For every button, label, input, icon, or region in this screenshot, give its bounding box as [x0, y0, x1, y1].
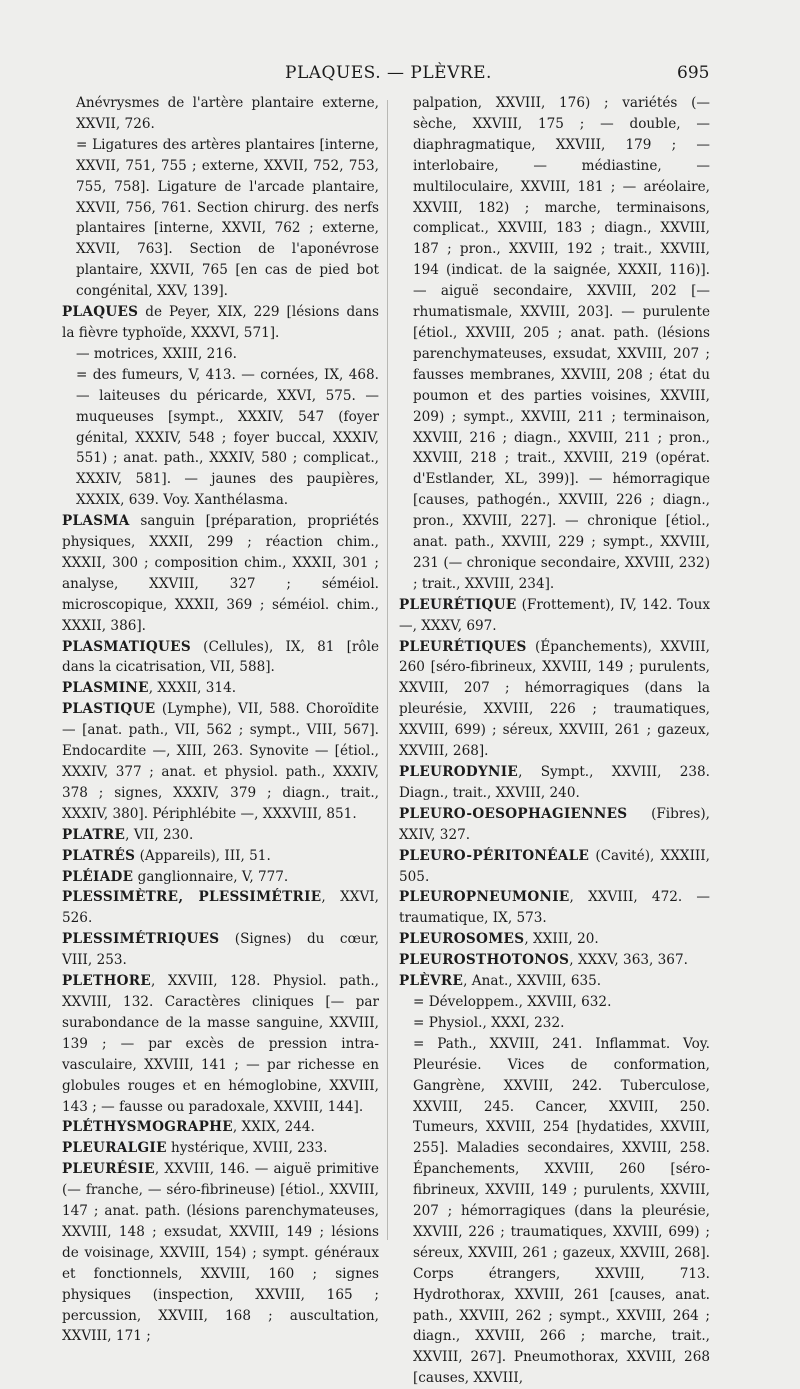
- entry-text: , XXVI, 526.: [62, 889, 379, 927]
- entry-heading: PLASMA: [62, 513, 130, 530]
- entry-heading: PLÈVRE: [399, 973, 464, 990]
- entry-text: = Path., XXVIII, 241. Inflammat. Voy. Pleurésie. Vices de conformation, Gangrène, XXVIII, 242. Tuberculose, XXVIII, 245. Cancer, XXVIII, 250. Tumeurs, XXVIII, 254 [hydatides, XXVIII, 255]. Maladies secondaires, XXVIII, 258. Épanchements, XXVIII, 260 [séro-fibrineux, XXVIII, 149 ; purulents, XXVIII, 207 ; hémorragiques (dans la pleurésie, XXVIII, 226 ; traumatiques, XXVIII, 699) ; séreux, XXVIII, 261 ; gazeux, XXVIII, 268]. Corps étrangers, XXVIII, 713. Hydrothorax, XXVIII, 261 [causes, anat. path., XXVIII, 262 ; sympt., XXVIII, 264 ; diagn., XXVIII, 266 ; marche, trait., XXVIII, 267]. Pneumothorax, XXVIII, 268 [causes, XXVIII,: [413, 1035, 710, 1387]
- index-entry: [62, 511, 379, 636]
- entry-heading: PLEUROSTHOTONOS: [399, 952, 570, 969]
- entry-text: ganglionnaire, V, 777.: [133, 868, 289, 885]
- entry-text: de Peyer, XIX, 229 [lésions dans la fièvre typhoïde, XXXVI, 571].: [62, 304, 379, 341]
- entry-text: , XXIII, 20.: [524, 931, 599, 948]
- index-entry: [62, 929, 379, 971]
- entry-heading: PLASTIQUE: [62, 701, 156, 718]
- entry-heading: PLEURALGIE: [62, 1140, 167, 1157]
- column-divider: [387, 100, 388, 1240]
- index-entry: [399, 992, 710, 1013]
- index-entry: [399, 762, 710, 804]
- entry-heading: PLAQUES: [62, 304, 139, 321]
- entry-text: (Frottement), IV, 142. Toux —, XXXV, 697.: [399, 596, 710, 634]
- entry-text: , XXXV, 363, 367.: [569, 952, 688, 969]
- entry-text: = Physiol., XXXI, 232.: [413, 1014, 565, 1031]
- index-entry: [399, 595, 710, 637]
- index-entry: [62, 699, 379, 824]
- entry-heading: PLEUROSOMES: [399, 931, 525, 948]
- entry-heading: PLEURÉTIQUE: [399, 596, 517, 613]
- entry-heading: PLETHORE: [62, 973, 152, 990]
- page-header: [0, 63, 800, 87]
- entry-heading: PLATRE: [62, 826, 126, 843]
- entry-text: — motrices, XXIII, 216.: [76, 345, 237, 362]
- entry-text: , XXXII, 314.: [148, 680, 237, 697]
- entry-text: , XXIX, 244.: [232, 1119, 315, 1136]
- entry-text: = Ligatures des artères plantaires [interne, XXVII, 751, 755 ; externe, XXVII, 752, 753, 755, 758]. Ligature de l'arcade plantaire, XXVII, 756, 761. Section chirurg. des nerfs plantaires [interne, XXVII, 762 ; externe, XXVII, 763]. Section de l'aponévrose plantaire, XXVII, 765 [en cas de pied bot congénital, XXV, 139].: [76, 136, 379, 300]
- index-entry: [62, 302, 379, 344]
- entry-text: , Sympt., XXVIII, 238. Diagn., trait., XXVIII, 240.: [399, 764, 710, 801]
- entry-text: (Signes) du cœur, VIII, 253.: [62, 931, 379, 969]
- index-entry: [62, 825, 379, 846]
- entry-heading: PLEURÉSIE: [62, 1161, 155, 1178]
- entry-text: palpation, XXVIII, 176) ; variétés (— sèche, XXVIII, 175 ; — double, — diaphragmatique, XXVIII, 179 ; — interlobaire, — médiastine, — multiloculaire, XXVIII, 181 ; — aréolaire, XXVIII, 182) ; marche, terminaisons, complicat., XXVIII, 183 ; diagn., XXVIII, 187 ; pron., XXVIII, 192 ; trait., XXVIII, 194 (indicat. de la saignée, XXXII, 116)]. — aiguë secondaire, XXVIII, 202 [— rhumatismale, XXVIII, 203]. — purulente [étiol., XXVIII, 205 ; anat. path. (lésions parenchymateuses, exsudat, XXVIII, 207 ; fausses membranes, XXVIII, 208 ; état du poumon et des parties voisines, XXVIII, 209) ; sympt., XXVIII, 211 ; terminaison, XXVIII, 216 ; diagn., XXVIII, 211 ; pron., XXVIII, 218 ; trait., XXVIII, 219 (opérat. d'Estlander, XL, 399)]. — hémorragique [causes, pathogén., XXVIII, 226 ; diagn., pron., XXVIII, 227]. — chronique [étiol., anat. path., XXVIII, 229 ; sympt., XXVIII, 231 (— chronique secondaire, XXVIII, 232) ; trait., XXVIII, 234].: [413, 95, 710, 592]
- entry-heading: PLASMINE: [62, 680, 149, 697]
- index-entry: [62, 365, 379, 511]
- entry-heading: PLEURÉTIQUES: [399, 638, 527, 655]
- index-entry: [62, 678, 379, 699]
- entry-text: (Fibres), XXIV, 327.: [399, 805, 710, 843]
- index-entry: [399, 929, 710, 950]
- entry-text: Anévrysmes de l'artère plantaire externe, XXVII, 726.: [76, 95, 379, 132]
- entry-heading: PLEUROPNEUMONIE: [399, 889, 570, 906]
- entry-text: = des fumeurs, V, 413. — cornées, IX, 468. — laiteuses du péricarde, XXVI, 575. — muqueuses [sympt., XXXIV, 547 (foyer génital, XXXIV, 548 ; foyer buccal, XXXIV, 551) ; anat. path., XXXIV, 580 ; complicat., XXXIV, 581]. — jaunes des paupières, XXXIX, 639. Voy. Xanthélasma.: [76, 366, 379, 509]
- index-entry: [62, 971, 379, 1117]
- index-entry: [399, 93, 710, 595]
- index-entry: [399, 846, 710, 888]
- entry-text: (Épanchements), XXVIII, 260 [séro-fibrineux, XXVIII, 149 ; purulents, XXVIII, 207 ; hémorragiques (dans la pleurésie, XXVIII, 226 ; traumatiques, XXVIII, 699) ; séreux, XXVIII, 261 ; gazeux, XXVIII, 268].: [399, 638, 710, 760]
- entry-text: , XXVIII, 128. Physiol. path., XXVIII, 132. Caractères cliniques [— par surabondance de la masse sanguine, XXVIII, 139 ; — par excès de pression intra-vasculaire, XXVIII, 141 ; — par richesse en globules rouges et en hémoglobine, XXVIII, 143 ; — fausse ou paradoxale, XXVIII, 144].: [62, 973, 379, 1115]
- index-entry: [399, 971, 710, 992]
- index-entry: [62, 637, 379, 679]
- index-entry: [399, 637, 710, 762]
- index-entry: [62, 887, 379, 929]
- entry-heading: PLESSIMÉTRIQUES: [62, 931, 220, 948]
- index-entry: [399, 1013, 710, 1034]
- index-entry: [62, 344, 379, 365]
- entry-text: sanguin [préparation, propriétés physiques, XXXII, 299 ; réaction chim., XXXII, 300 ; composition chim., XXXII, 301 ; analyse, XXVIII, 327 ; séméiol. microscopique, XXXII, 369 ; séméiol. chim., XXXII, 386].: [62, 513, 379, 634]
- entry-heading: PLEURODYNIE: [399, 764, 519, 780]
- left-column: [62, 93, 379, 1347]
- entry-heading: PLATRÉS: [62, 847, 136, 864]
- entry-heading: PLEURO-PÉRITONÉALE: [399, 847, 590, 864]
- index-entry: [399, 1034, 710, 1389]
- index-entry: [399, 887, 710, 929]
- index-entry: [62, 867, 379, 888]
- entry-text: , Anat., XXVIII, 635.: [463, 973, 602, 990]
- index-entry: [62, 1138, 379, 1159]
- index-entry: [62, 1159, 379, 1347]
- entry-heading: PLEURO-OESOPHAGIENNES: [399, 805, 628, 822]
- index-entry: [62, 135, 379, 302]
- entry-text: , VII, 230.: [125, 826, 194, 843]
- entry-text: , XXVIII, 472. — traumatique, IX, 573.: [399, 889, 710, 927]
- index-entry: [399, 950, 710, 971]
- index-entry: [62, 846, 379, 867]
- entry-text: = Développem., XXVIII, 632.: [413, 993, 612, 1010]
- page-number: 695: [677, 63, 710, 83]
- index-entry: [399, 804, 710, 846]
- entry-text: (Cavité), XXXIII, 505.: [399, 847, 710, 885]
- entry-text: , XXVIII, 146. — aiguë primitive (— franche, — séro-fibrineuse) [étiol., XXVIII, 147 ; anat. path. (lésions parenchymateuses, XXVIII, 148 ; exsudat, XXVIII, 149 ; lésions de voisinage, XXVIII, 154) ; sympt. généraux et fonctionnels, XXVIII, 160 ; signes physiques (inspection, XXVIII, 165 ; percussion, XXVIII, 168 ; auscultation, XXVIII, 171 ;: [62, 1161, 379, 1345]
- entry-text: (Cellules), IX, 81 [rôle dans la cicatrisation, VII, 588].: [62, 638, 379, 676]
- entry-text: (Lymphe), VII, 588. Choroïdite — [anat. path., VII, 562 ; sympt., VIII, 567]. Endocardite —, XIII, 263. Synovite — [étiol., XXXIV, 377 ; anat. et physiol. path., XXXIV, 378 ; signes, XXXIV, 379 ; diagn., trait., XXXIV, 380]. Périphlébite —, XXXVIII, 851.: [62, 701, 379, 822]
- right-column: [399, 93, 710, 1389]
- entry-heading: PLÉTHYSMOGRAPHE: [62, 1119, 233, 1136]
- index-entry: [62, 1117, 379, 1138]
- entry-heading: PLESSIMÈTRE, PLESSIMÉTRIE: [62, 889, 322, 906]
- entry-text: (Appareils), III, 51.: [135, 847, 271, 864]
- entry-heading: PLÉIADE: [62, 868, 134, 885]
- index-entry: [62, 93, 379, 135]
- running-title: PLAQUES. — PLÈVRE.: [285, 63, 492, 83]
- entry-text: hystérique, XVIII, 233.: [166, 1140, 328, 1157]
- entry-heading: PLASMATIQUES: [62, 638, 191, 655]
